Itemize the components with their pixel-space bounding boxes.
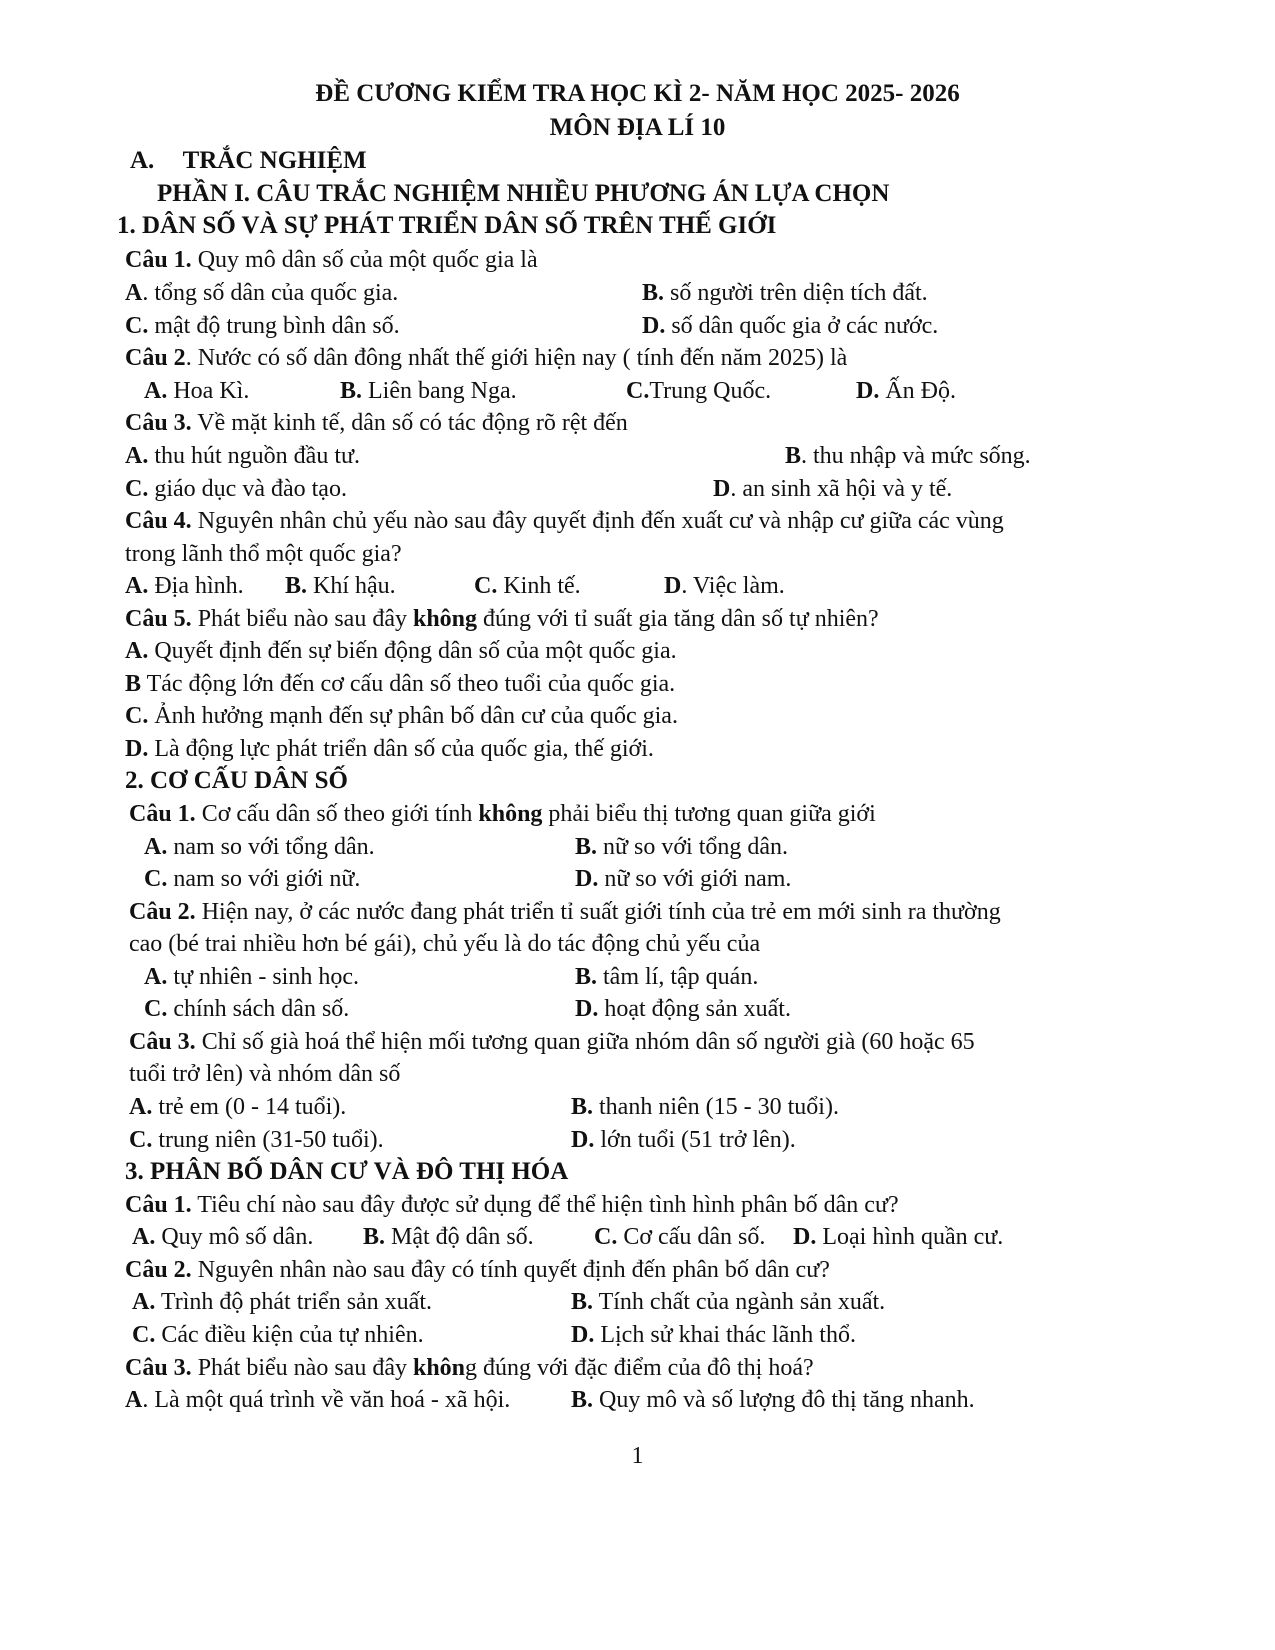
- t1-q5-option-c: C. Ảnh hưởng mạnh đến sự phân bố dân cư của quốc gia.: [125, 703, 678, 729]
- t1-q2-option-a: A. Hoa Kì.: [144, 378, 250, 404]
- t1-q3-option-a: A. thu hút nguồn đầu tư.: [125, 443, 361, 469]
- t3-q1-option-b: B. Mật độ dân số.: [363, 1224, 534, 1250]
- t3-q1-option-c: C. Cơ cấu dân số.: [594, 1224, 766, 1250]
- t1-q2-option-c: C.Trung Quốc.: [626, 378, 772, 404]
- t3-q1-option-a: A. Quy mô số dân.: [132, 1224, 314, 1250]
- t2-q1-option-d: D. nữ so với giới nam.: [575, 866, 792, 892]
- t1-q1-option-b: B. số người trên diện tích đất.: [642, 280, 928, 306]
- part1-heading: PHẦN I. CÂU TRẮC NGHIỆM NHIỀU PHƯƠNG ÁN LỰA CHỌN: [157, 180, 890, 207]
- t1-q5-option-b: B Tác động lớn đến cơ cấu dân số theo tuổi của quốc gia.: [125, 671, 676, 697]
- t1-q5-stem: Câu 5. Phát biểu nào sau đây không đúng với tỉ suất gia tăng dân số tự nhiên?: [125, 606, 879, 632]
- section-a-letter: A.: [130, 147, 155, 174]
- t1-q3-option-b: B. thu nhập và mức sống.: [785, 443, 1031, 469]
- t2-q2-option-d: D. hoạt động sản xuất.: [575, 996, 791, 1022]
- t1-q2-option-d: D. Ấn Độ.: [856, 378, 957, 404]
- t2-q3-option-a: A. trẻ em (0 - 14 tuổi).: [129, 1094, 347, 1120]
- t2-q3-stem-line1: Câu 3. Chỉ số già hoá thể hiện mối tương quan giữa nhóm dân số người già (60 hoặc 65: [129, 1029, 975, 1055]
- t1-q5-option-a: A. Quyết định đến sự biến động dân số của một quốc gia.: [125, 638, 677, 664]
- t2-q2-option-c: C. chính sách dân số.: [144, 996, 350, 1022]
- t1-q1-option-d: D. số dân quốc gia ở các nước.: [642, 313, 939, 339]
- t2-q3-option-c: C. trung niên (31-50 tuổi).: [129, 1127, 384, 1153]
- t2-q2-stem-line1: Câu 2. Hiện nay, ở các nước đang phát triển tỉ suất giới tính của trẻ em mới sinh ra thường: [129, 899, 1001, 925]
- t3-q3-option-a: A. Là một quá trình về văn hoá - xã hội.: [125, 1387, 511, 1413]
- t1-q5-option-d: D. Là động lực phát triển dân số của quốc gia, thế giới.: [125, 736, 654, 762]
- t2-q3-option-d: D. lớn tuổi (51 trở lên).: [571, 1127, 796, 1153]
- t3-q2-option-d: D. Lịch sử khai thác lãnh thổ.: [571, 1322, 856, 1348]
- t2-q2-stem-line2: cao (bé trai nhiều hơn bé gái), chủ yếu là do tác động chủ yếu của: [129, 931, 761, 957]
- topic3-heading: 3. PHÂN BỐ DÂN CƯ VÀ ĐÔ THỊ HÓA: [125, 1158, 569, 1185]
- document-title-line2: MÔN ĐỊA LÍ 10: [549, 114, 726, 141]
- t1-q1-option-a: A. tổng số dân của quốc gia.: [125, 280, 399, 306]
- topic2-heading: 2. CƠ CẤU DÂN SỐ: [125, 767, 348, 794]
- t3-q1-stem: Câu 1. Tiêu chí nào sau đây được sử dụng để thể hiện tình hình phân bố dân cư?: [125, 1192, 899, 1218]
- section-a-text: TRẮC NGHIỆM: [182, 147, 367, 174]
- t1-q4-option-d: D. Việc làm.: [664, 573, 785, 599]
- t3-q2-option-c: C. Các điều kiện của tự nhiên.: [132, 1322, 424, 1348]
- t1-q4-option-c: C. Kinh tế.: [474, 573, 581, 599]
- t3-q2-option-b: B. Tính chất của ngành sản xuất.: [571, 1289, 886, 1315]
- t1-q4-stem-line2: trong lãnh thổ một quốc gia?: [125, 541, 402, 567]
- page-number: 1: [631, 1443, 644, 1469]
- t2-q1-option-a: A. nam so với tổng dân.: [144, 834, 375, 860]
- t3-q1-option-d: D. Loại hình quần cư.: [793, 1224, 1004, 1250]
- t1-q1-option-c: C. mật độ trung bình dân số.: [125, 313, 400, 339]
- t2-q3-stem-line2: tuổi trở lên) và nhóm dân số: [129, 1061, 401, 1087]
- t1-q1-stem: Câu 1. Quy mô dân số của một quốc gia là: [125, 247, 538, 273]
- t1-q4-option-b: B. Khí hậu.: [285, 573, 396, 599]
- t1-q3-stem: Câu 3. Về mặt kinh tế, dân số có tác động rõ rệt đến: [125, 410, 628, 436]
- topic1-heading: 1. DÂN SỐ VÀ SỰ PHÁT TRIỂN DÂN SỐ TRÊN THẾ GIỚI: [117, 212, 777, 239]
- t2-q1-stem: Câu 1. Cơ cấu dân số theo giới tính không phải biểu thị tương quan giữa giới: [129, 801, 876, 827]
- t2-q2-option-a: A. tự nhiên - sinh học.: [144, 964, 359, 990]
- section-a-heading: [130, 146, 367, 176]
- t3-q3-option-b: B. Quy mô và số lượng đô thị tăng nhanh.: [571, 1387, 975, 1413]
- t2-q1-option-b: B. nữ so với tổng dân.: [575, 834, 789, 860]
- document-title-line1: ĐỀ CƯƠNG KIỂM TRA HỌC KÌ 2- NĂM HỌC 2025- 2026: [315, 80, 960, 107]
- t1-q3-option-d: D. an sinh xã hội và y tế.: [713, 476, 953, 502]
- t1-q4-stem-line1: Câu 4. Nguyên nhân chủ yếu nào sau đây quyết định đến xuất cư và nhập cư giữa các vùng: [125, 508, 1004, 534]
- t1-q2-option-b: B. Liên bang Nga.: [340, 378, 517, 404]
- t2-q3-option-b: B. thanh niên (15 - 30 tuổi).: [571, 1094, 839, 1120]
- t2-q2-option-b: B. tâm lí, tập quán.: [575, 964, 759, 990]
- t3-q3-stem: Câu 3. Phát biểu nào sau đây không đúng với đặc điểm của đô thị hoá?: [125, 1355, 814, 1381]
- t1-q3-option-c: C. giáo dục và đào tạo.: [125, 476, 347, 502]
- t1-q4-option-a: A. Địa hình.: [125, 573, 244, 599]
- t3-q2-option-a: A. Trình độ phát triển sản xuất.: [132, 1289, 432, 1315]
- t2-q1-option-c: C. nam so với giới nữ.: [144, 866, 361, 892]
- t3-q2-stem: Câu 2. Nguyên nhân nào sau đây có tính quyết định đến phân bố dân cư?: [125, 1257, 830, 1283]
- t1-q2-stem: Câu 2. Nước có số dân đông nhất thế giới hiện nay ( tính đến năm 2025) là: [125, 345, 848, 371]
